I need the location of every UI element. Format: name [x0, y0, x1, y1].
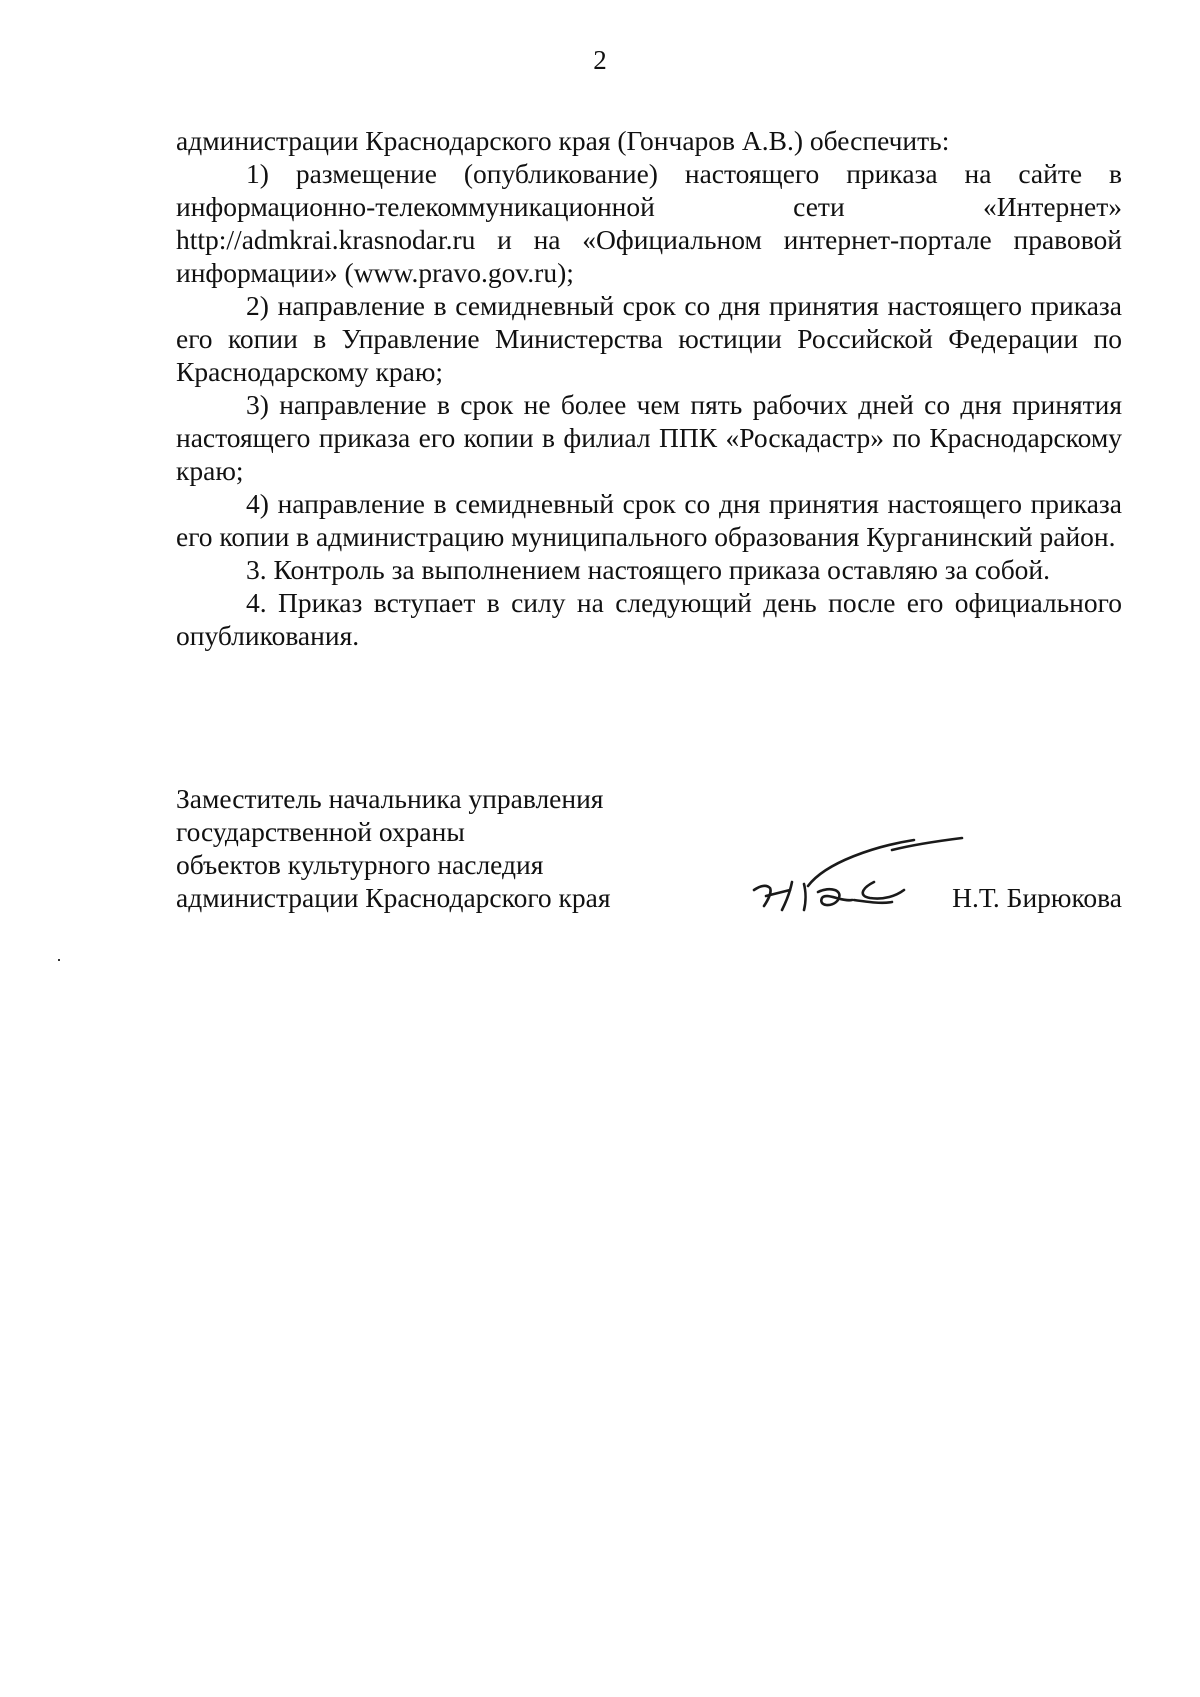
signer-position-line: администрации Краснодарского края — [176, 882, 611, 913]
signer-position-line: объектов культурного наследия — [176, 849, 544, 880]
handwritten-signature — [746, 832, 966, 922]
scan-speck — [58, 959, 60, 961]
signer-name: Н.Т. Бирюкова — [952, 882, 1122, 913]
order-body — [176, 124, 1122, 652]
paragraph-control-clause: 3. Контроль за выполнением настоящего приказа оставляю за собой. — [246, 554, 1051, 585]
paragraph-item-1-publication: 1) размещение (опубликование) настоящего приказа на сайте в информационно-телекоммуникационной сети «Интернет» http://admkrai.krasnodar.ru и на «Официальном интернет-портале правовой информации» (www.pravo.gov.ru); — [176, 158, 1122, 288]
page-number: 2 — [593, 45, 607, 75]
signature-block — [176, 782, 1122, 914]
paragraph-continuation: администрации Краснодарского края (Гончаров А.В.) обеспечить: — [176, 125, 950, 156]
paragraph-item-2-ministry-of-justice: 2) направление в семидневный срок со дня принятия настоящего приказа его копии в Управление Министерства юстиции Российской Федерации по Краснодарскому краю; — [176, 290, 1122, 387]
signer-position-line: Заместитель начальника управления — [176, 783, 604, 814]
paragraph-item-4-municipal-administration: 4) направление в семидневный срок со дня принятия настоящего приказа его копии в администрацию муниципального образования Курганинский район. — [176, 488, 1122, 552]
paragraph-item-3-roskadastr: 3) направление в срок не более чем пять рабочих дней со дня принятия настоящего приказа его копии в филиал ППК «Роскадастр» по Краснодарскому краю; — [176, 389, 1122, 486]
signer-position-line: государственной охраны — [176, 816, 465, 847]
paragraph-effective-date-clause: 4. Приказ вступает в силу на следующий день после его официального опубликования. — [176, 587, 1122, 651]
